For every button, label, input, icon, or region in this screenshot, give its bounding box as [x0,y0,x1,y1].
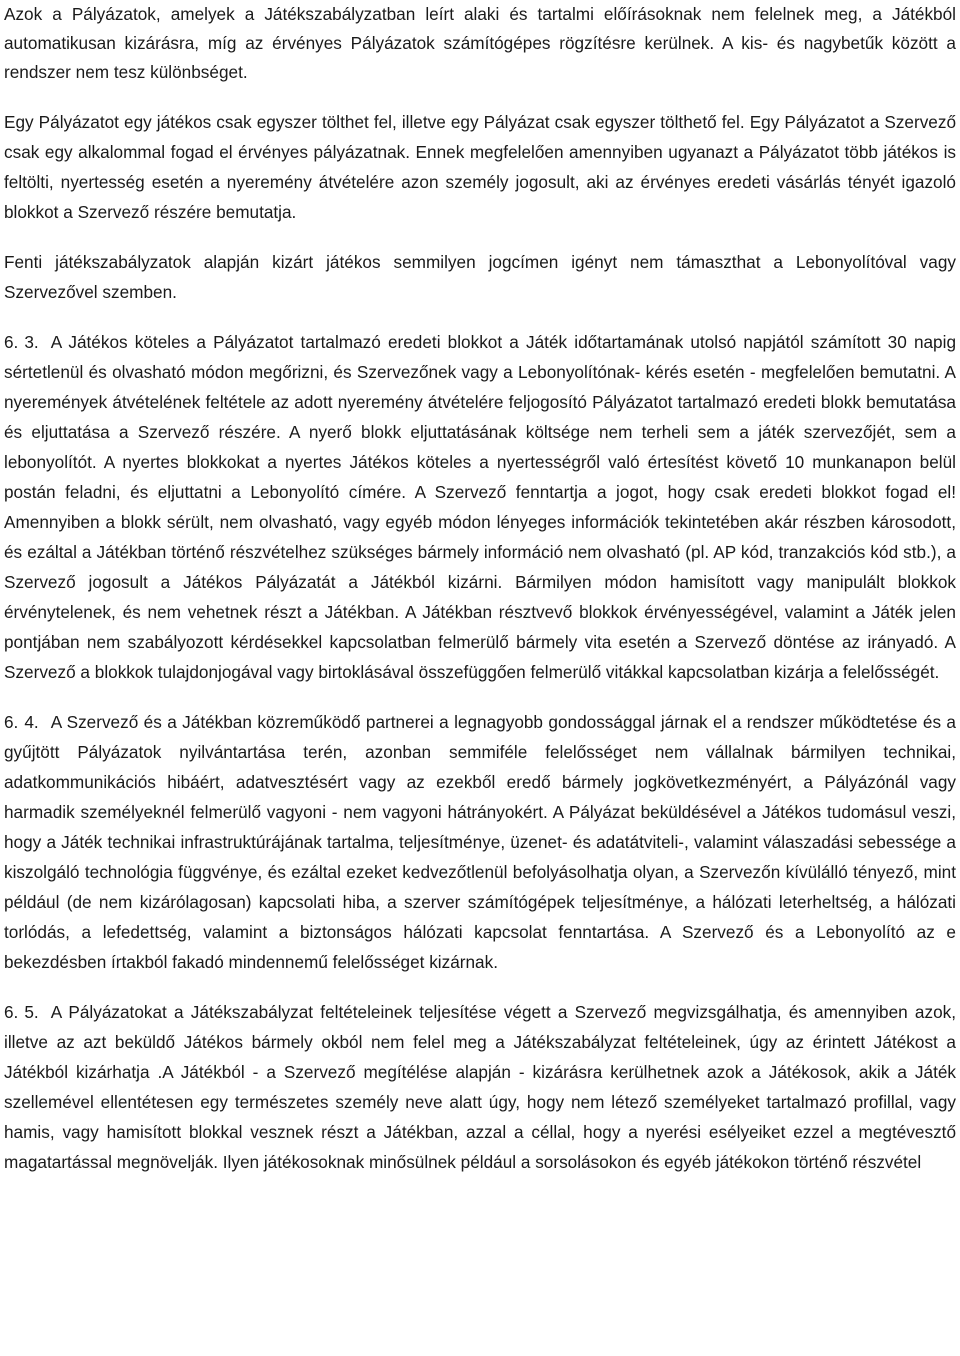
section-number [4,712,45,732]
paragraph-invalid-entries: Azok a Pályázatok, amelyek a Játékszabályzatban leírt alaki és tartalmi előírásoknak nem felelnek meg, a Játékból automatikusan kizárásra, míg az érvényes Pályázatok számítógépes rögzítésre kerülnek. A kis- és nagybetűk között a rendszer nem tesz különbséget. [4,4,956,82]
section-number-minor: 5. [24,1002,39,1022]
section-number [4,332,45,352]
section-number-major: 6. [4,712,19,732]
section-text: A Pályázatokat a Játékszabályzat feltételeinek teljesítése végett a Szervező megvizsgálhatja, és amennyiben azok, illetve az azt beküldő Játékos bármely okból nem felel meg a Játékszabályzat feltételeinek, úgy az érintett Játékost a Játékból kizárhatja .A Játékból - a Szervező megítélése alapján - kizárásra kerülhetnek azok a Játékosok, akik a Játék szellemével ellentétesen egy természetes személy neve alatt úgy, hogy nem létező személyeket tartalmazó profillal, vagy hamis, vagy hamisított blokkal vesznek részt a Játékban, azzal a céllal, hogy a nyerési esélyeiket ezzel a megtévesztő magatartással megnövelják. Ilyen játékosoknak minősülnek például a sorsolásokon és egyéb játékokon történő részvétel [4,1002,956,1172]
section-text: A Játékos köteles a Pályázatot tartalmazó eredeti blokkot a Játék időtartamának utolsó napjától számított 30 napig sértetlenül és olvasható módon megőrizni, és Szervezőnek vagy a Lebonyolítónak- kérés esetén - megfelelően bemutatni. A nyeremények átvételének feltétele az adott nyeremény átvételére feljogosító Pályázatot tartalmazó eredeti blokk bemutatása és eljuttatása a Szervező részére. A nyerő blokk eljuttatásának költsége nem terheli sem a játék szervezőjét, sem a lebonyolítót. A nyertes blokkokat a nyertes Játékos köteles a nyertességről való értesítést követő 10 munkanapon belül postán feladni, és eljuttatni a Lebonyolító címére. A Szervező fenntartja a jogot, hogy csak eredeti blokkot fogad el! Amennyiben a blokk sérült, nem olvasható, vagy egyéb módon lényeges információk tekintetében akár részben károsodott, és ezáltal a Játékban történő részvételhez szükséges bármely információ nem olvasható (pl. AP kód, tranzakciós kód stb.), a Szervező jogosult a Játékos Pályázatát a Játékból kizárni. Bármilyen módon hamisított vagy manipulált blokkok érvénytelenek, és nem vehetnek részt a Játékban. A Játékban résztvevő blokkok érvényességével, valamint a Játék jelen pontjában nem szabályozott kérdésekkel kapcsolatban felmerülő bármely vita esetén a Szervező döntése az irányadó. A Szervező a blokkok tulajdonjogával vagy birtoklásával összefüggően felmerülő vitákkal kapcsolatban kizárja a felelősségét. [4,332,956,682]
section-6-5 [4,997,956,1177]
section-number-major: 6. [4,1002,19,1022]
section-number-minor: 3. [24,332,39,352]
section-6-4 [4,707,956,977]
section-number-minor: 4. [24,712,39,732]
section-text: A Szervező és a Játékban közreműködő partnerei a legnagyobb gondossággal járnak el a rendszer működtetése és a gyűjtött Pályázatok nyilvántartása terén, azonban semmiféle felelősséget nem vállalnak bármilyen technikai, adatkommunikációs hibáért, adatvesztésért vagy az ezekből eredő bármely jogkövetkezményért, a Pályázónál vagy harmadik személyeknél felmerülő vagyoni - nem vagyoni hátrányokért. A Pályázat beküldésével a Játékos tudomásul veszi, hogy a Játék technikai infrastruktúrájának tartalma, teljesítménye, üzenet- és adatátviteli-, valamint válaszadási sebessége a kiszolgáló technológia függvénye, és ezáltal ezeket kedvezőtlenül befolyásolhatja olyan, a Szervezőn kívülálló tényező, mint például (de nem kizárólagosan) kapcsolati hiba, a szerver számítógépek teljesítménye, a hálózati leterheltség, a hálózati torlódás, a lefedettség, valamint a biztonságos hálózati kapcsolat fenntartása. A Szervező és a Lebonyolító az e bekezdésben írtakból fakadó mindennemű felelősséget kizárnak. [4,712,956,972]
paragraph-single-upload: Egy Pályázatot egy játékos csak egyszer tölthet fel, illetve egy Pályázat csak egyszer tölthető fel. Egy Pályázatot a Szervező csak egy alkalommal fogad el érvényes pályázatnak. Ennek megfelelően amennyiben ugyanazt a Pályázatot több játékos is feltölti, nyertesség esetén a nyeremény átvételére azon személy jogosult, aki az érvényes eredeti vásárlás tényét igazoló blokkot a Szervező részére bemutatja. [4,112,956,222]
section-6-3 [4,327,956,687]
paragraph-excluded-player: Fenti játékszabályzatok alapján kizárt játékos semmilyen jogcímen igényt nem támaszthat a Lebonyolítóval vagy Szervezővel szemben. [4,252,956,302]
section-number-major: 6. [4,332,19,352]
section-number [4,1002,45,1022]
